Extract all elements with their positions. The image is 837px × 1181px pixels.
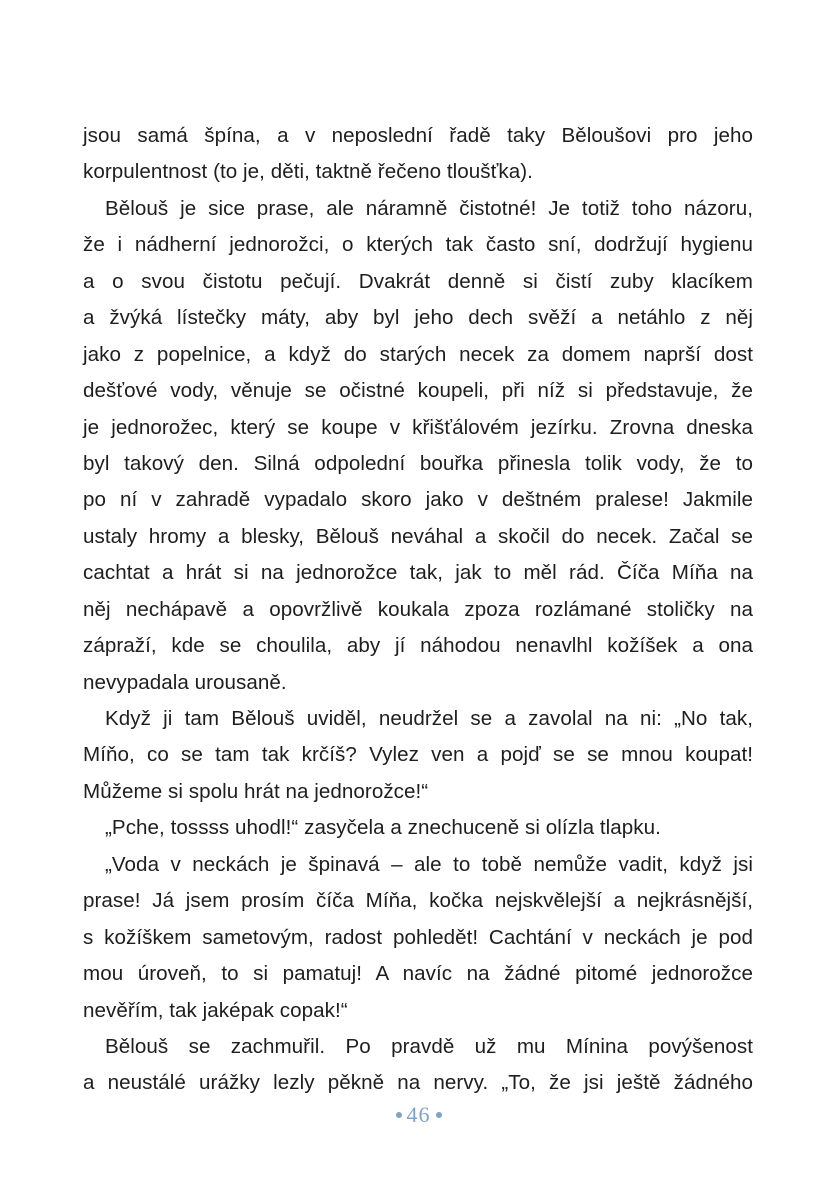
text-line: „Pche, tossss uhodl!“ zasyčela a znechuceně si olízla tlapku. bbox=[105, 816, 661, 840]
text-line: jsou samá špína, a v neposlední řadě taky Běloušovi pro jeho bbox=[83, 124, 753, 147]
text-line: korpulentnost (to je, děti, taktně řečeno tloušťka). bbox=[83, 160, 533, 184]
text-line: mou úroveň, to si pamatuj! A navíc na žádné pitomé jednorožce bbox=[83, 962, 753, 986]
page-number-right-dot bbox=[436, 1112, 442, 1118]
text-line: Bělouš je sice prase, ale náramně čistotné! Je totiž toho názoru, bbox=[105, 196, 753, 220]
text-line: cachtat a hrát si na jednorožce tak, jak to měl rád. Číča Míňa na bbox=[83, 561, 753, 585]
text-line: s kožíškem sametovým, radost pohledět! Cachtání v neckách je pod bbox=[83, 925, 753, 949]
text-line: Míňo, co se tam tak krčíš? Vylez ven a pojď se se mnou koupat! bbox=[83, 743, 753, 767]
text-line: a neustálé urážky lezly pěkně na nervy. „To, že jsi ještě žádného bbox=[83, 1071, 753, 1095]
text-line: nevěřím, tak jaképak copak!“ bbox=[83, 998, 348, 1022]
text-line: nevypadala urousaně. bbox=[83, 670, 287, 694]
text-line: dešťové vody, věnuje se očistné koupeli, při níž si představuje, že bbox=[83, 379, 753, 403]
text-line: byl takový den. Silná odpolední bouřka přinesla tolik vody, že to bbox=[83, 451, 753, 475]
text-line: je jednorožec, který se koupe v křišťálovém jezírku. Zrovna dneska bbox=[83, 415, 753, 439]
page-number-left-dot bbox=[396, 1112, 402, 1118]
text-line: jako z popelnice, a když do starých necek za domem naprší dost bbox=[83, 342, 753, 366]
text-line: zápraží, kde se choulila, aby jí náhodou nenavlhl kožíšek a ona bbox=[83, 634, 753, 658]
text-line: po ní v zahradě vypadalo skoro jako v deštném pralese! Jakmile bbox=[83, 488, 753, 512]
text-line: že i nádherní jednorožci, o kterých tak často sní, dodržují hygienu bbox=[83, 233, 753, 257]
text-line: něj nechápavě a opovržlivě koukala zpoza rozlámané stoličky na bbox=[83, 597, 753, 621]
text-line: Bělouš se zachmuřil. Po pravdě už mu Mínina povýšenost bbox=[105, 1034, 753, 1058]
text-line: Když ji tam Bělouš uviděl, neudržel se a zavolal na ni: „No tak, bbox=[105, 707, 753, 730]
text-line: ustaly hromy a blesky, Bělouš neváhal a skočil do necek. Začal se bbox=[83, 524, 753, 548]
page-number bbox=[0, 1102, 837, 1128]
text-line: „Voda v neckách je špinavá – ale to tobě nemůže vadit, když jsi bbox=[105, 852, 753, 876]
text-line: Můžeme si spolu hrát na jednorožce!“ bbox=[83, 779, 429, 803]
text-line: prase! Já jsem prosím číča Míňa, kočka nejskvělejší a nejkrásnější, bbox=[83, 889, 753, 913]
text-line: a žvýká lístečky máty, aby byl jeho dech svěží a netáhlo z něj bbox=[83, 306, 753, 330]
text-line: a o svou čistotu pečují. Dvakrát denně si čistí zuby klacíkem bbox=[83, 269, 753, 293]
page-number-value: 46 bbox=[406, 1102, 431, 1127]
body-text bbox=[83, 118, 753, 1102]
